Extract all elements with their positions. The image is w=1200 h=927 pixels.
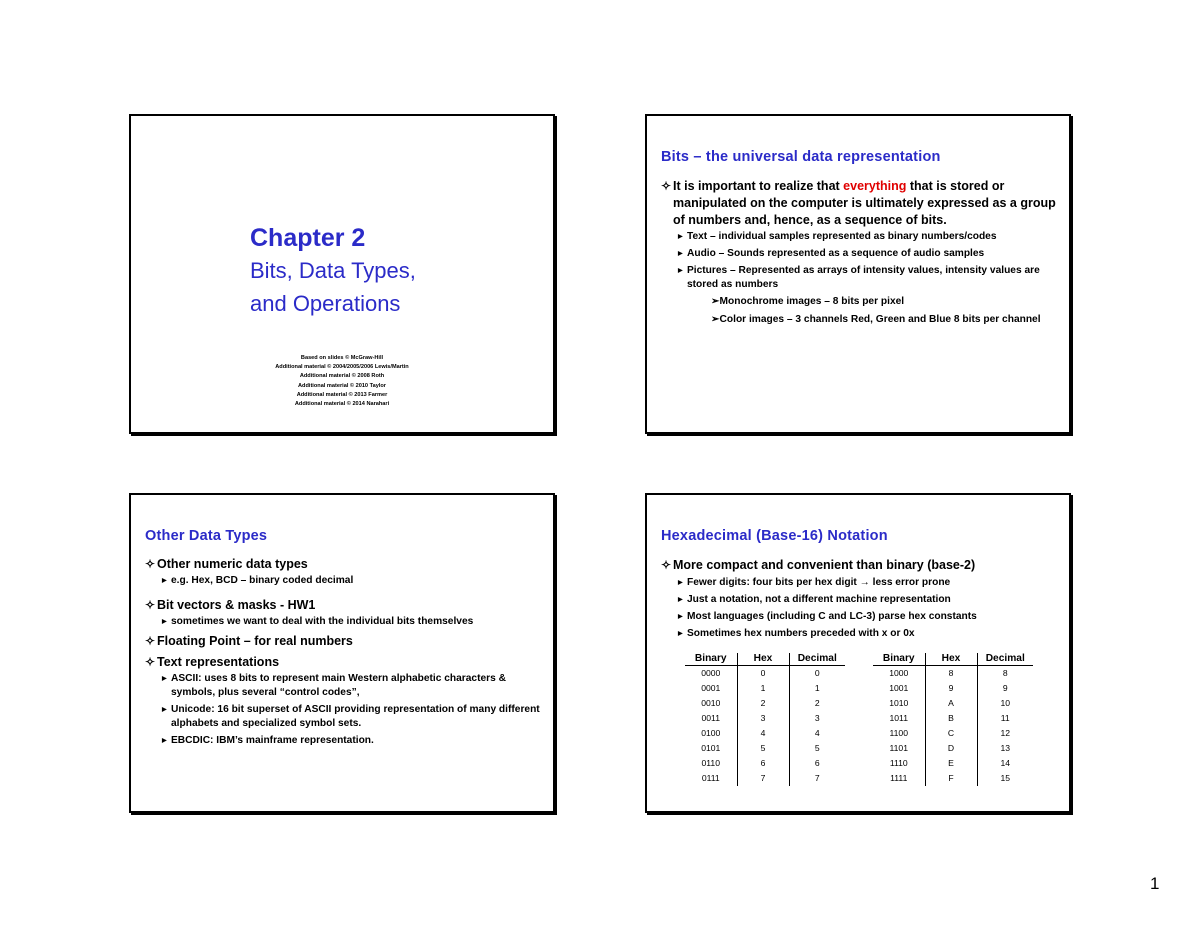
table-row: [685, 666, 845, 682]
triangle-bullet-icon: ▶: [678, 597, 683, 603]
sub-bullet-text: Sometimes hex numbers preceded with x or 0x: [687, 628, 915, 639]
table-cell: A: [925, 696, 977, 711]
sub-bullet-text: Just a notation, not a different machine representation: [687, 594, 951, 605]
table-row: [873, 711, 1033, 726]
triangle-bullet-icon: ▶: [162, 676, 167, 682]
sub-bullet: [661, 576, 1059, 590]
table-row: [685, 756, 845, 771]
sub-bullet: [145, 703, 543, 731]
arrow-bullet-icon: ➢: [711, 296, 720, 307]
bullet-text: Text representations: [157, 655, 280, 669]
triangle-bullet-icon: ▶: [162, 619, 167, 625]
diamond-bullet-icon: ✧: [661, 558, 672, 572]
sub-bullet: [145, 734, 543, 748]
sub-sub-bullet-text: Monochrome images – 8 bits per pixel: [719, 296, 905, 307]
page-number: 1: [1150, 874, 1160, 893]
column-header: Decimal: [789, 653, 845, 666]
sub-sub-bullet: [661, 294, 1059, 309]
column-header: Hex: [737, 653, 789, 666]
table-cell: 9: [925, 681, 977, 696]
table-row: [873, 741, 1033, 756]
table-cell: 0101: [685, 741, 737, 756]
table-cell: C: [925, 726, 977, 741]
diamond-bullet-icon: ✧: [145, 598, 156, 612]
chapter-subtitle-line1: Bits, Data Types,: [250, 258, 416, 283]
table-cell: 1101: [873, 741, 925, 756]
table-row: [685, 696, 845, 711]
table-cell: 1111: [873, 771, 925, 786]
table-cell: 0: [814, 668, 820, 678]
slide-title: [129, 114, 555, 434]
table-cell: E: [925, 756, 977, 771]
slide-title: Bits – the universal data representation: [661, 149, 941, 165]
table-row: [873, 726, 1033, 741]
table-cell: 8: [925, 666, 977, 682]
table-cell: 1: [737, 681, 789, 696]
highlight-text: everything: [843, 179, 907, 193]
table-body: [873, 666, 1033, 787]
bullet: [661, 178, 1059, 229]
bullet: [145, 597, 543, 614]
sub-bullet-text: sometimes we want to deal with the individual bits themselves: [171, 616, 474, 627]
table-cell: 9: [1002, 683, 1008, 693]
table-cell: 5: [814, 743, 820, 753]
table-row: [685, 741, 845, 756]
triangle-bullet-icon: ▶: [162, 707, 167, 713]
table-row: [685, 726, 845, 741]
column-header: Hex: [925, 653, 977, 666]
credit-line: Additional material © 2014 Narahari: [294, 401, 390, 408]
hex-table-right: [873, 653, 1033, 786]
table-cell: 0100: [685, 726, 737, 741]
diamond-bullet-icon: ✧: [145, 557, 156, 571]
table-cell: 12: [1000, 728, 1011, 738]
table-header-row: [685, 653, 845, 666]
table-cell: 1001: [873, 681, 925, 696]
table-row: [873, 756, 1033, 771]
table-cell: 13: [1000, 743, 1011, 753]
column-header: Binary: [873, 653, 925, 666]
diamond-bullet-icon: ✧: [661, 179, 672, 193]
hex-table-left: [685, 653, 845, 786]
triangle-bullet-icon: ▶: [678, 614, 683, 620]
column-header: Decimal: [977, 653, 1033, 666]
sub-bullet-text: Most languages (including C and LC-3) parse hex constants: [687, 611, 977, 622]
triangle-bullet-icon: ▶: [678, 234, 683, 240]
bullet: [661, 557, 1059, 574]
diamond-bullet-icon: ✧: [145, 634, 156, 648]
sub-bullet-text: Text – individual samples represented as binary numbers/codes: [687, 231, 997, 242]
table-cell: 3: [737, 711, 789, 726]
triangle-bullet-icon: ▶: [678, 268, 683, 274]
table-cell: 5: [737, 741, 789, 756]
table-row: [873, 666, 1033, 682]
slide-bits: [645, 114, 1071, 434]
credit-line: Based on slides © McGraw-Hill: [300, 355, 384, 361]
sub-bullet-text: EBCDIC: IBM’s mainframe representation.: [171, 735, 374, 746]
table-cell: 15: [1000, 773, 1011, 783]
table-cell: 0111: [685, 771, 737, 786]
table-cell: 0: [737, 666, 789, 682]
table-cell: 1000: [873, 666, 925, 682]
sub-bullet-text: e.g. Hex, BCD – binary coded decimal: [171, 575, 354, 586]
slide-other-data-types: [129, 493, 555, 813]
credits: [131, 354, 553, 409]
table-cell: 0001: [685, 681, 737, 696]
sub-bullet: [145, 615, 543, 629]
table-row: [873, 681, 1033, 696]
table-cell: 6: [814, 758, 820, 768]
sub-bullet: [661, 627, 1059, 641]
table-cell: F: [925, 771, 977, 786]
table-cell: 2: [737, 696, 789, 711]
sub-bullet: [661, 264, 1059, 292]
table-cell: B: [925, 711, 977, 726]
sub-bullet: [661, 593, 1059, 607]
table-cell: 6: [737, 756, 789, 771]
bullet-text: Floating Point – for real numbers: [157, 634, 353, 648]
table-cell: 0110: [685, 756, 737, 771]
table-row: [685, 771, 845, 786]
sub-bullet: [661, 247, 1059, 261]
bullet: [145, 654, 543, 671]
bullet-text-pre: It is important to realize that: [673, 179, 844, 193]
table-cell: 10: [1000, 698, 1011, 708]
table-body: [685, 666, 845, 787]
table-row: [873, 771, 1033, 786]
slide-title: Other Data Types: [145, 528, 268, 544]
table-cell: 4: [814, 728, 820, 738]
sub-bullet-text: Pictures – Represented as arrays of intensity values, intensity values are stored as numbers: [687, 265, 1040, 290]
table-header-row: [873, 653, 1033, 666]
slide-body: [661, 178, 1059, 327]
table-row: [685, 681, 845, 696]
slide-hexadecimal: [645, 493, 1071, 813]
slide-body: [661, 557, 1059, 641]
table-cell: 11: [1000, 713, 1010, 723]
column-header: Binary: [685, 653, 737, 666]
table-cell: 1110: [873, 756, 925, 771]
credit-line: Additional material © 2004/2005/2006 Lewis/Martin: [275, 364, 409, 371]
credit-line: Additional material © 2008 Roth: [299, 373, 385, 380]
table-cell: 2: [814, 698, 820, 708]
triangle-bullet-icon: ▶: [678, 580, 683, 586]
table-cell: 1011: [873, 711, 925, 726]
bullet-text-post: that is stored or manipulated on the computer is ultimately expressed as a group of numbers and, hence, as a sequence of bits.: [673, 179, 1056, 227]
sub-bullet: [145, 574, 543, 588]
triangle-bullet-icon: ▶: [678, 631, 683, 637]
table-cell: 0000: [685, 666, 737, 682]
bullet-text: More compact and convenient than binary (base-2): [673, 558, 976, 572]
table-cell: 1100: [873, 726, 925, 741]
table-cell: 1010: [873, 696, 925, 711]
sub-bullet-text: ASCII: uses 8 bits to represent main Western alphabetic characters & symbols, plus several “control codes”,: [171, 673, 506, 698]
table-cell: 4: [737, 726, 789, 741]
diamond-bullet-icon: ✧: [145, 655, 156, 669]
table-cell: 7: [737, 771, 789, 786]
table-cell: 3: [814, 713, 820, 723]
table-cell: 14: [1000, 758, 1011, 768]
credit-line: Additional material © 2010 Taylor: [298, 382, 386, 389]
bullet: [145, 633, 543, 650]
bullet-text: Other numeric data types: [157, 557, 308, 571]
table-cell: 7: [814, 773, 820, 783]
chapter-subtitle-line2: and Operations: [250, 291, 401, 316]
triangle-bullet-icon: ▶: [678, 251, 683, 257]
slide-title: Hexadecimal (Base-16) Notation: [661, 528, 888, 544]
table-cell: 1: [814, 683, 820, 693]
table-cell: 0011: [685, 711, 737, 726]
sub-bullet-text: Unicode: 16 bit superset of ASCII providing representation of many different alphabets and specialized symbol sets.: [171, 704, 540, 729]
chapter-heading: [250, 222, 416, 320]
table-cell: 0010: [685, 696, 737, 711]
sub-bullet: [145, 672, 543, 700]
slide-body: [145, 556, 543, 748]
triangle-bullet-icon: ▶: [162, 578, 167, 584]
arrow-bullet-icon: ➢: [711, 314, 720, 325]
credit-line: Additional material © 2013 Farmer: [296, 391, 388, 398]
sub-sub-bullet-text: Color images – 3 channels Red, Green and Blue 8 bits per channel: [719, 314, 1041, 325]
table-cell: D: [925, 741, 977, 756]
bullet: [145, 556, 543, 573]
table-cell: 8: [1002, 668, 1008, 678]
sub-bullet-text: Fewer digits: four bits per hex digit → less error prone: [687, 577, 951, 588]
triangle-bullet-icon: ▶: [162, 738, 167, 744]
sub-bullet: [661, 610, 1059, 624]
sub-bullet-text: Audio – Sounds represented as a sequence of audio samples: [687, 248, 985, 259]
sub-bullet: [661, 230, 1059, 244]
table-row: [685, 711, 845, 726]
bullet-text: Bit vectors & masks - HW1: [157, 598, 316, 612]
table-row: [873, 696, 1033, 711]
chapter-title: Chapter 2: [250, 224, 366, 252]
sub-sub-bullet: [661, 312, 1059, 327]
